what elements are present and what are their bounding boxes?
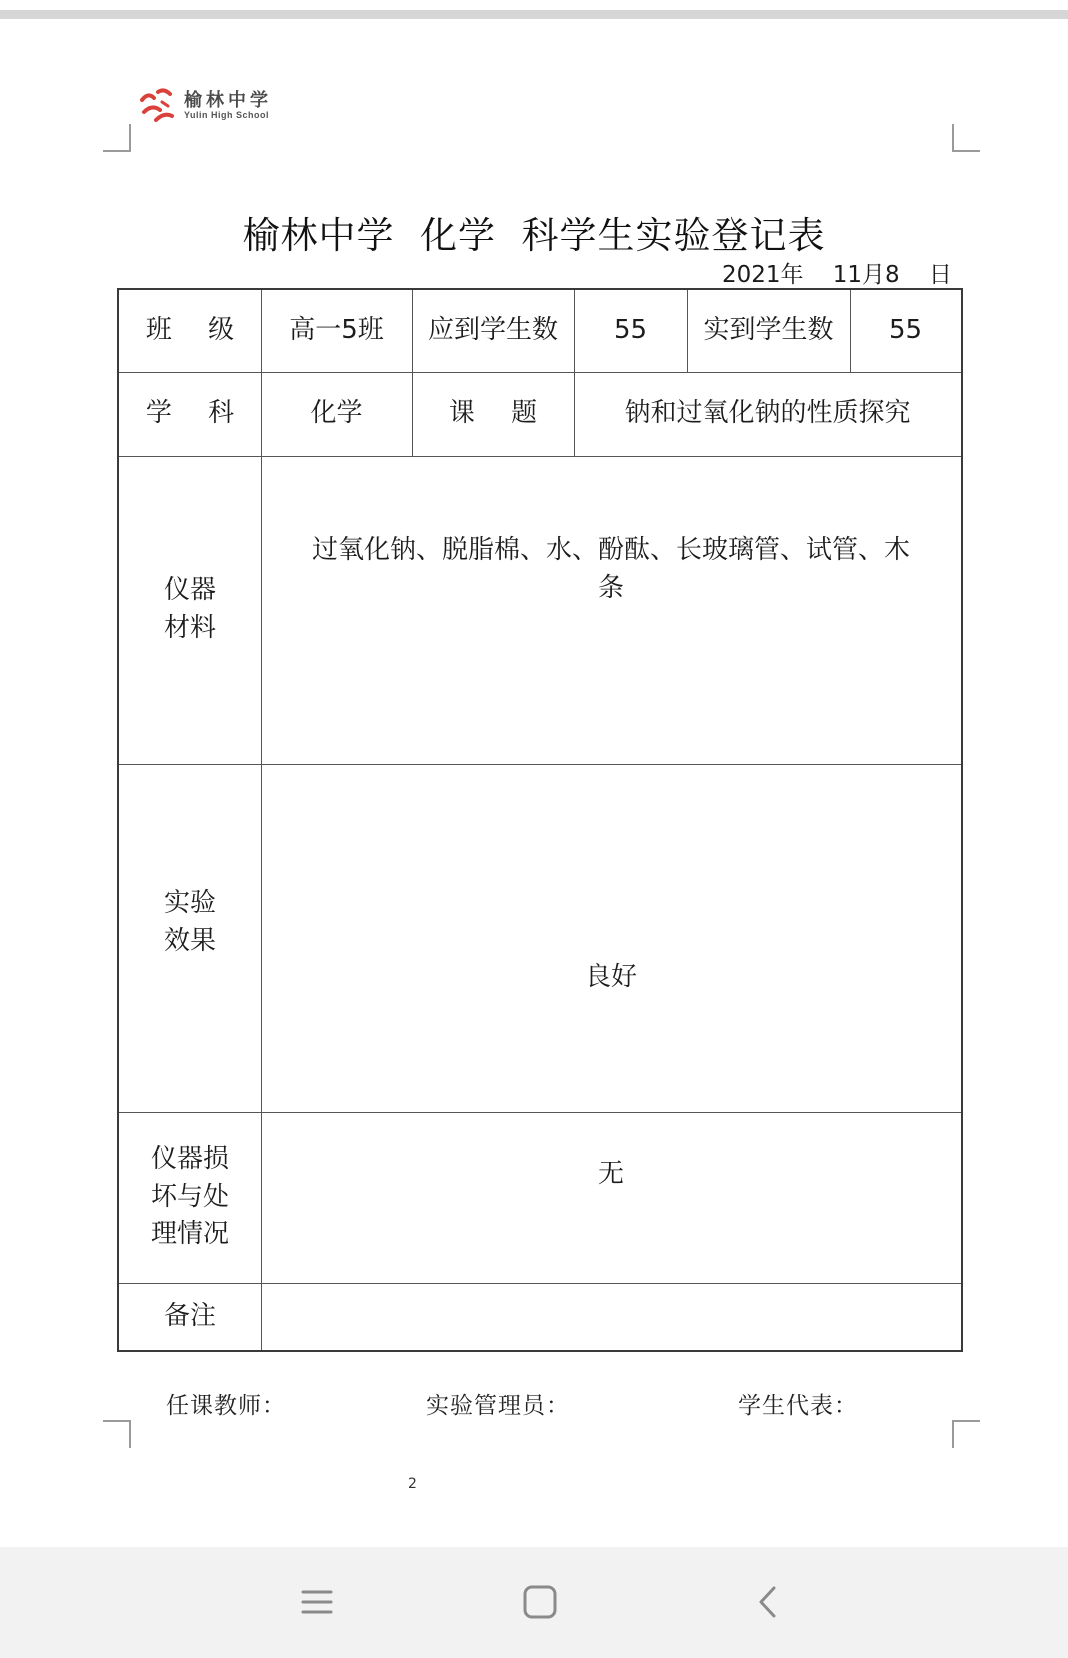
home-icon — [522, 1584, 558, 1620]
lab-admin-signature-label: 实验管理员： — [426, 1393, 570, 1419]
menu-button[interactable] — [292, 1577, 342, 1627]
registration-form-table — [117, 288, 963, 1352]
topic-label: 课 题 — [448, 398, 552, 429]
system-navigation-bar — [0, 1547, 1068, 1658]
student-rep-signature-label: 学生代表： — [738, 1393, 858, 1419]
crop-mark-bottom-left — [103, 1420, 131, 1448]
expected-students-value: 55 — [613, 315, 648, 346]
subject-label: 学 科 — [145, 398, 249, 429]
menu-icon — [300, 1587, 334, 1617]
damage-label-line3: 理情况 — [150, 1219, 229, 1250]
effect-label — [119, 764, 261, 1112]
materials-label-line2: 材料 — [163, 613, 216, 643]
crop-mark-top-right — [952, 124, 980, 152]
subject-value: 化学 — [310, 398, 363, 429]
class-value: 高一5班 — [289, 315, 384, 346]
effect-label-line1: 实验 — [163, 888, 216, 919]
actual-students-value: 55 — [888, 315, 923, 346]
actual-students-label: 实到学生数 — [703, 315, 834, 346]
effect-label-line2: 效果 — [163, 926, 216, 956]
school-emblem-icon — [138, 86, 176, 124]
logo-name-en: Yulin High School — [184, 110, 269, 120]
logo-name-cn: 榆林中学 — [184, 90, 272, 111]
expected-students-label: 应到学生数 — [427, 315, 558, 346]
crop-mark-top-left — [103, 124, 131, 152]
teacher-signature-label: 任课教师： — [166, 1393, 286, 1419]
damage-label-line2: 坏与处 — [150, 1181, 229, 1212]
topic-value: 钠和过氧化钠的性质探究 — [624, 398, 911, 429]
document-title: 榆林中学 化学 科学生实验登记表 — [242, 214, 826, 257]
class-label: 班 级 — [145, 315, 249, 346]
school-logo — [138, 86, 288, 126]
materials-label-line1: 仪器 — [163, 575, 216, 606]
remarks-value[interactable] — [261, 1283, 961, 1350]
damage-label-line1: 仪器损 — [150, 1143, 229, 1174]
top-divider — [0, 10, 1068, 19]
home-button[interactable] — [515, 1577, 565, 1627]
date-line: 2021年 11月8 日 — [722, 262, 952, 288]
remarks-label: 备注 — [163, 1300, 216, 1331]
damage-label — [119, 1112, 261, 1283]
back-button[interactable] — [743, 1577, 793, 1627]
damage-value: 无 — [597, 1159, 624, 1189]
back-icon — [756, 1584, 780, 1620]
crop-mark-bottom-right — [952, 1420, 980, 1448]
effect-value: 良好 — [584, 962, 637, 993]
page-number: 2 — [408, 1476, 417, 1492]
materials-label — [119, 456, 261, 764]
materials-value: 过氧化钠、脱脂棉、水、酚酞、长玻璃管、试管、木条 — [311, 535, 910, 603]
